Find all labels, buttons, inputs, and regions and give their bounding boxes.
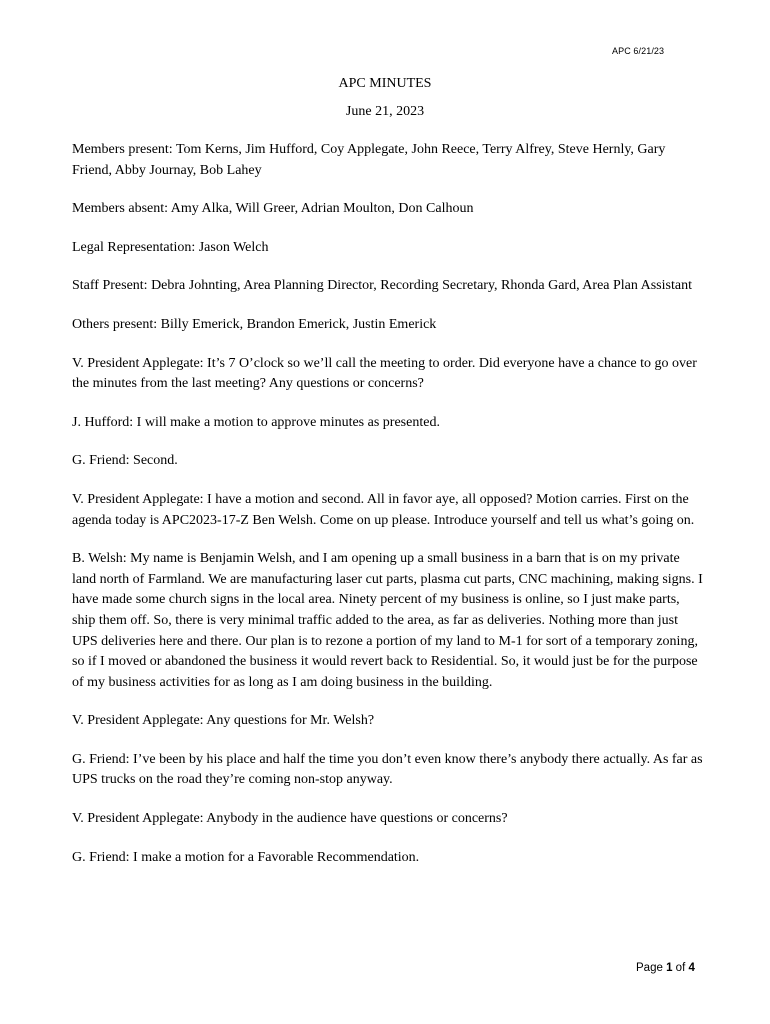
minutes-paragraph: G. Friend: I’ve been by his place and half the time you don’t even know there’s anybody there actually. As far as UPS trucks on the road they’re coming non-stop anyway. [72,751,703,788]
legal-representation: Legal Representation: Jason Welch [72,239,269,255]
document-title: APC MINUTES [338,76,432,91]
of-label: of [675,962,686,974]
minutes-paragraph: V. President Applegate: Anybody in the audience have questions or concerns? [72,811,508,827]
members-present: Members present: Tom Kerns, Jim Hufford, Coy Applegate, John Reece, Terry Alfrey, Steve Hernly, Gary Friend, Abby Journay, Bob Lahey [72,142,666,178]
document-date: June 21, 2023 [345,104,425,119]
page-total: 4 [688,962,695,974]
page-number [636,962,695,974]
minutes-paragraph: G. Friend: I make a motion for a Favorable Recommendation. [72,849,420,865]
header-reference: APC 6/21/23 [612,46,665,56]
staff-present: Staff Present: Debra Johnting, Area Planning Director, Recording Secretary, Rhonda Gard, Area Plan Assistant [72,278,692,294]
minutes-body [72,140,704,886]
minutes-paragraph: B. Welsh: My name is Benjamin Welsh, and I am opening up a small business in a barn that is on my private land north of Farmland. We are manufacturing laser cut parts, plasma cut parts, CNC machining, making signs. I have made some church signs in the local area. Ninety percent of my business is online, so I just make parts, ship them off. So, there is very minimal traffic added to the area, as far as deliveries. Nothing more than just UPS deliveries here and there. Our plan is to rezone a portion of my land to M-1 for sort of a temporary zoning, so if I moved or abandoned the business it would revert back to Residential. So, it would just be for the purpose of my business activities for as long as I am doing business in the building. [72,551,703,690]
minutes-paragraph: V. President Applegate: I have a motion and second. All in favor aye, all opposed? Motion carries. First on the agenda today is APC2023-17-Z Ben Welsh. Come on up please. Introduce yourself and tell us what’s going on. [72,491,695,528]
minutes-paragraph: V. President Applegate: It’s 7 O’clock so we’ll call the meeting to order. Did everyone have a chance to go over the minutes from the last meeting? Any questions or concerns? [72,355,697,392]
members-absent: Members absent: Amy Alka, Will Greer, Adrian Moulton, Don Calhoun [72,201,474,217]
minutes-paragraph: G. Friend: Second. [72,453,178,469]
others-present: Others present: Billy Emerick, Brandon Emerick, Justin Emerick [72,316,437,332]
minutes-paragraph: V. President Applegate: Any questions for Mr. Welsh? [72,713,375,729]
minutes-paragraph: J. Hufford: I will make a motion to approve minutes as presented. [72,414,440,430]
page-label: Page [636,962,663,974]
page-current: 1 [666,962,673,974]
